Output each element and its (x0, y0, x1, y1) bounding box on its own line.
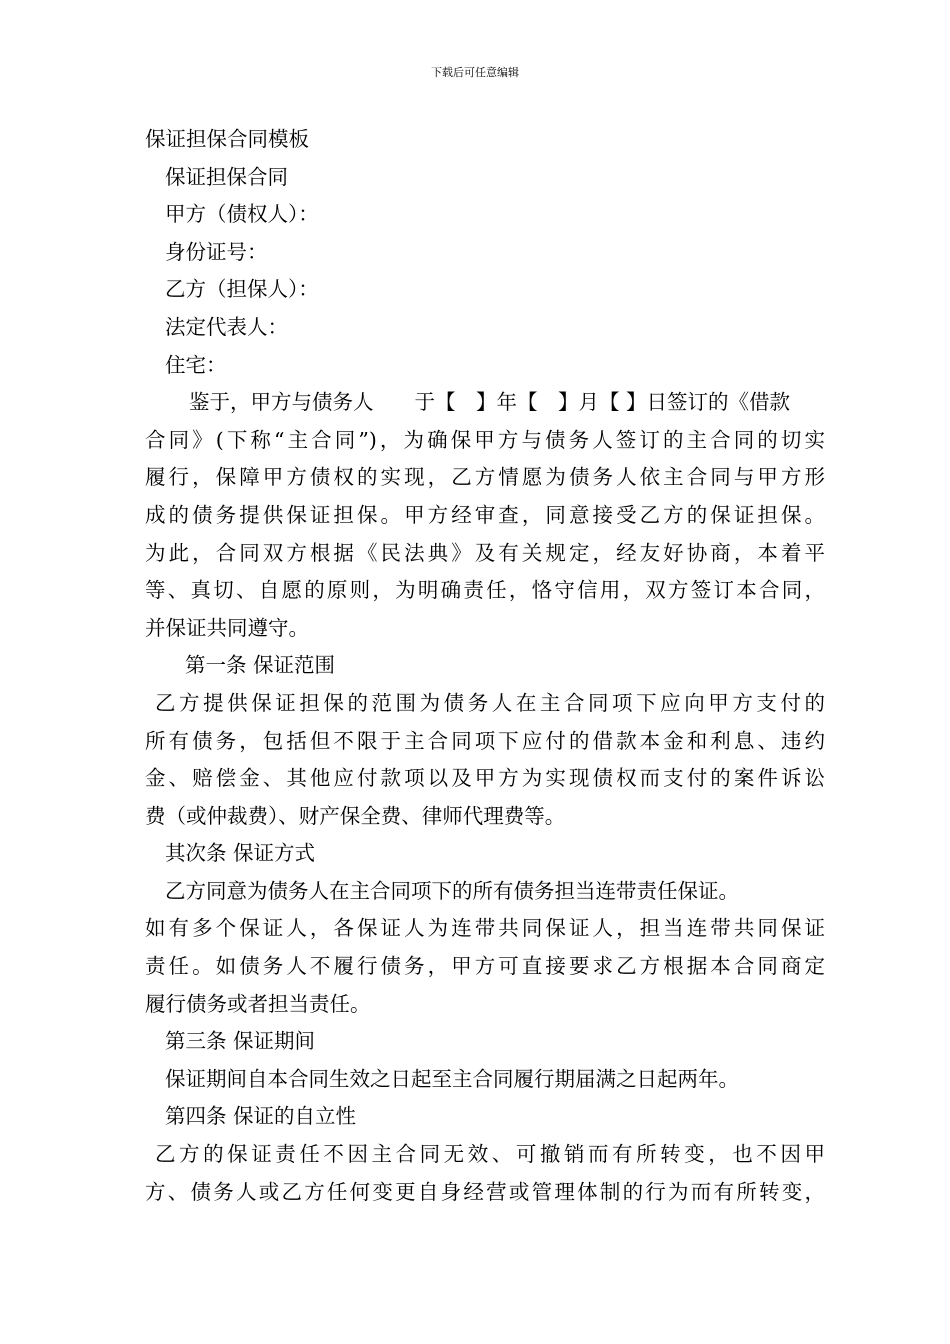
article-2-title: 其次条 保证方式 (165, 841, 316, 866)
article-3-line: 保证期间自本合同生效之日起至主合同履行期届满之日起两年。 (165, 1066, 739, 1091)
article-1-line: 金、赔偿金、其他应付款项以及甲方为实现债权而支付的案件诉讼 (145, 766, 825, 791)
contract-subtitle: 保证担保合同 (165, 164, 288, 189)
article-2-line: 如有多个保证人，各保证人为连带共同保证人，担当连带共同保证 (145, 916, 825, 941)
preamble-line: 等、真切、自愿的原则，为明确责任，恪守信用，双方签订本合同， (145, 578, 825, 603)
preamble-line: 并保证共同遵守。 (145, 615, 309, 640)
article-2-line: 履行债务或者担当责任。 (145, 991, 371, 1016)
preamble-line: 成的债务提供保证担保。甲方经审查，同意接受乙方的保证担保。 (145, 502, 825, 527)
legal-rep-field: 法定代表人： (165, 314, 288, 339)
id-number-field: 身份证号： (165, 239, 268, 264)
article-3-title: 第三条 保证期间 (165, 1029, 316, 1054)
residence-field: 住宅： (165, 352, 227, 377)
page-header: 下载后可任意编辑 (431, 66, 519, 79)
preamble-line: 鉴于，甲方与债务人 于【 】年【 】月【 】日签订的《借款 (189, 390, 791, 415)
article-2-line: 乙方同意为债务人在主合同项下的所有债务担当连带责任保证。 (165, 878, 739, 903)
article-2-line: 责任。如债务人不履行债务，甲方可直接要求乙方根据本合同商定 (145, 954, 825, 979)
article-4-line: 方、债务人或乙方任何变更自身经营或管理体制的行为而有所转变， (145, 1179, 825, 1204)
preamble-line: 履行，保障甲方债权的实现，乙方情愿为债务人依主合同与甲方形 (145, 465, 825, 490)
article-1-line: 乙方提供保证担保的范围为债务人在主合同项下应向甲方支付的 (155, 690, 825, 715)
document-title: 保证担保合同模板 (145, 127, 309, 151)
preamble-line: 合同》(下称“主合同”)，为确保甲方与债务人签订的主合同的切实 (145, 427, 825, 452)
article-1-line: 费（或仲裁费）、财产保全费、律师代理费等。 (145, 803, 566, 828)
document-body (145, 121, 825, 1211)
article-4-line: 乙方的保证责任不因主合同无效、可撤销而有所转变，也不因甲 (155, 1142, 825, 1167)
article-1-title: 第一条 保证范围 (185, 653, 336, 678)
party-b-field: 乙方（担保人）： (165, 277, 319, 302)
article-4-title: 第四条 保证的自立性 (165, 1104, 357, 1129)
party-a-field: 甲方（债权人）： (165, 202, 319, 227)
article-1-line: 所有债务，包括但不限于主合同项下应付的借款本金和利息、违约 (145, 728, 825, 753)
preamble-line: 为此，合同双方根据《民法典》及有关规定，经友好协商，本着平 (145, 540, 825, 565)
